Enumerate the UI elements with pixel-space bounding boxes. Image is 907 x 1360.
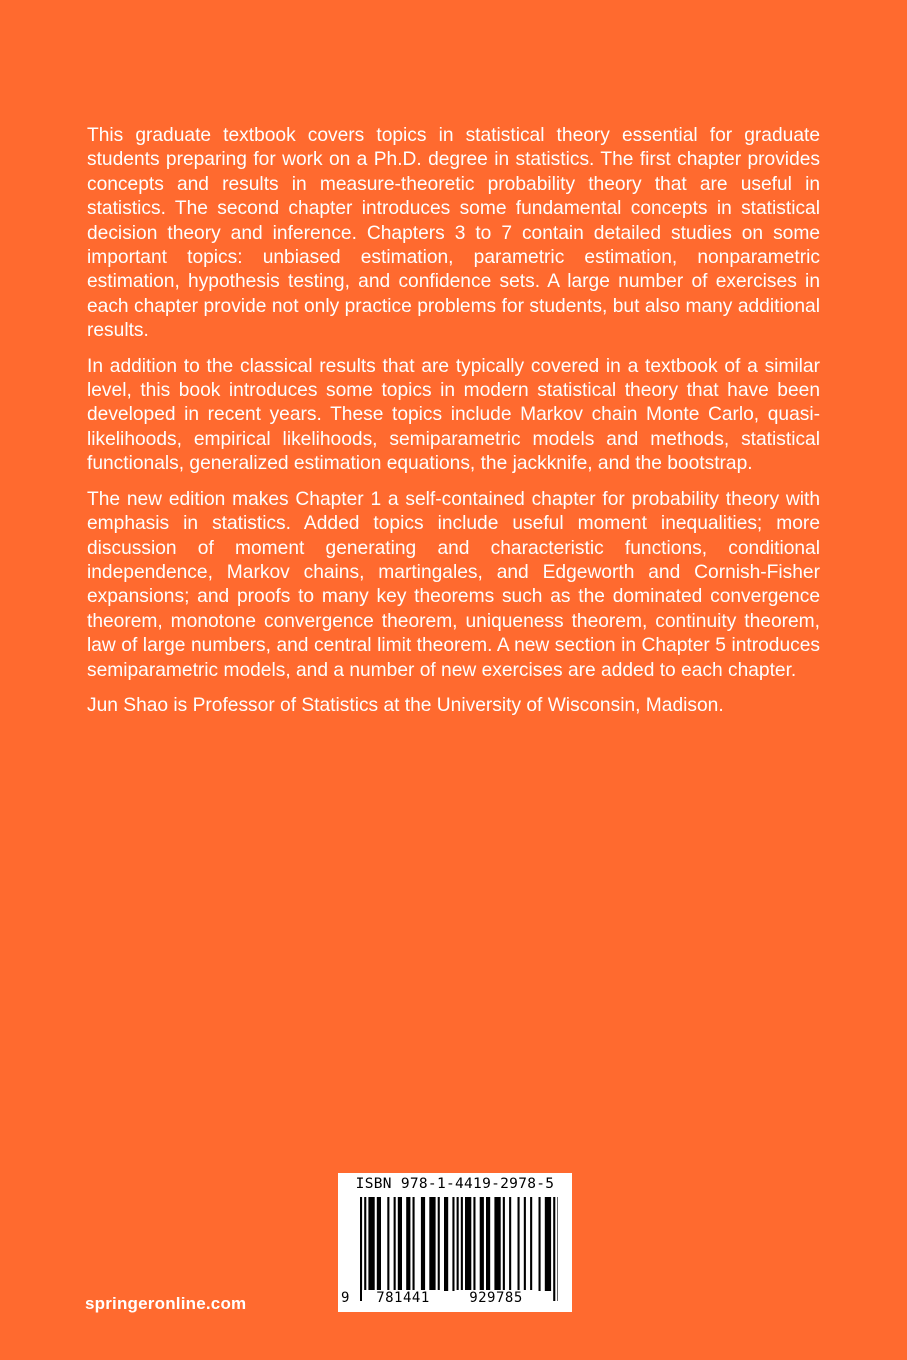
barcode-guard-bar bbox=[553, 1197, 555, 1301]
ean-right-digits: 929785 bbox=[455, 1290, 537, 1306]
barcode-bar bbox=[509, 1197, 511, 1291]
barcode-bar bbox=[377, 1197, 381, 1291]
barcode-bar bbox=[438, 1197, 440, 1291]
barcode-bar bbox=[503, 1197, 505, 1291]
description-paragraph-2: In addition to the classical results that are typically covered in a textbook of a similar level, this book introduces some topics in modern statistical theory that have been developed in recent years. These topics include Markov chain Monte Carlo, quasi-likelihoods, empirical likelihoods, semiparametric models and methods, statistical functionals, generalized estimation equations, the jackknife, and the bootstrap. bbox=[87, 355, 820, 475]
publisher-website: springeronline.com bbox=[85, 1294, 247, 1313]
barcode-bar bbox=[473, 1197, 475, 1291]
barcode-bar bbox=[368, 1197, 374, 1291]
barcode-bar bbox=[486, 1197, 490, 1291]
barcode-bar bbox=[539, 1197, 541, 1291]
barcode-guard-bar bbox=[461, 1197, 463, 1301]
barcode-bars bbox=[352, 1197, 558, 1305]
barcode-guard-bar bbox=[457, 1197, 459, 1301]
barcode-guard-bar bbox=[557, 1197, 558, 1301]
barcode-guard-bar bbox=[360, 1197, 362, 1301]
isbn-label: ISBN 978-1-4419-2978-5 bbox=[355, 1176, 555, 1192]
barcode-bar bbox=[406, 1197, 410, 1291]
barcode-bar bbox=[530, 1197, 532, 1291]
barcode-bar bbox=[413, 1197, 415, 1291]
barcode-bar bbox=[421, 1197, 425, 1291]
barcode-bar bbox=[394, 1197, 396, 1291]
ean-first-digit: 9 bbox=[341, 1290, 350, 1306]
barcode-bar bbox=[429, 1197, 435, 1291]
barcode-bar bbox=[387, 1197, 389, 1291]
barcode-bar bbox=[452, 1197, 454, 1291]
barcode-bar bbox=[444, 1197, 448, 1291]
barcode-guard-bar bbox=[364, 1197, 366, 1301]
isbn-barcode bbox=[338, 1173, 572, 1312]
barcode-bar bbox=[398, 1197, 402, 1291]
barcode-bar bbox=[480, 1197, 484, 1291]
description-paragraph-3: The new edition makes Chapter 1 a self-contained chapter for probability theory with emphasis in statistics. Added topics include useful moment inequalities; more discussion of moment generating and characteristic functions, conditional independence, Markov chains, martingales, and Edgeworth and Cornish-Fisher expansions; and proofs to many key theorems such as the dominated convergence theorem, monotone convergence theorem, uniqueness theorem, continuity theorem, law of large numbers, and central limit theorem. A new section in Chapter 5 introduces semiparametric models, and a number of new exercises are added to each chapter. bbox=[87, 488, 820, 681]
barcode-bar bbox=[518, 1197, 520, 1291]
ean-left-digits: 781441 bbox=[362, 1290, 444, 1306]
book-description bbox=[87, 124, 820, 729]
barcode-bar bbox=[524, 1197, 526, 1291]
barcode-bar bbox=[545, 1197, 551, 1291]
author-bio: Jun Shao is Professor of Statistics at the University of Wisconsin, Madison. bbox=[87, 694, 724, 716]
barcode-bar bbox=[465, 1197, 471, 1291]
description-paragraph-1: This graduate textbook covers topics in statistical theory essential for graduate students preparing for work on a Ph.D. degree in statistics. The first chapter provides concepts and results in measure-theoretic probability theory that are useful in statistics. The second chapter introduces some fundamental concepts in statistical decision theory and inference. Chapters 3 to 7 contain detailed studies on some important topics: unbiased estimation, parametric estimation, nonparametric estimation, hypothesis testing, and confidence sets. A large number of exercises in each chapter provide not only practice problems for students, but also many additional results. bbox=[87, 125, 820, 342]
barcode-bar bbox=[494, 1197, 500, 1291]
